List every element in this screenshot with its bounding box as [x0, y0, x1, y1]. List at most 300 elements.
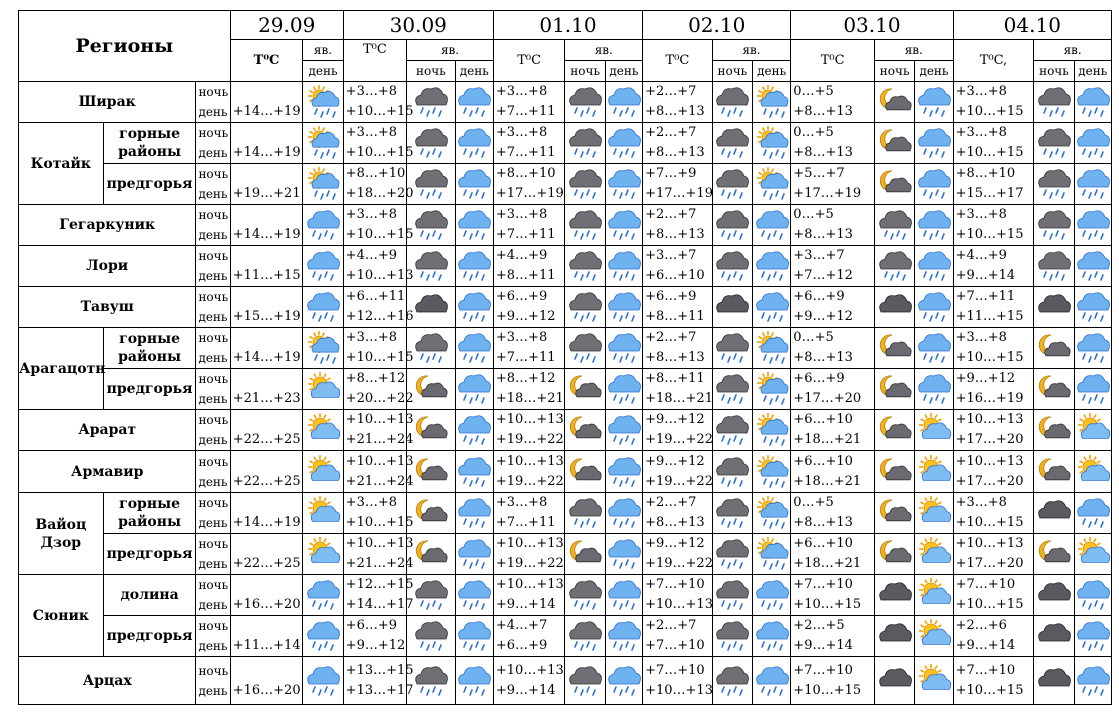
- table-row: [19, 328, 1112, 369]
- sun-rain-icon: [753, 331, 790, 365]
- moon-cloud-icon: [875, 537, 914, 571]
- night-temp: +10…+13: [345, 412, 414, 427]
- cloud-rain-icon: [407, 208, 454, 242]
- dark-cloud-icon: [1034, 496, 1073, 530]
- weather-icon-cell: [915, 246, 953, 287]
- day-temp: +22…+25: [232, 556, 301, 571]
- sun-rain-icon: [753, 167, 790, 201]
- dark-cloud-icon: [407, 290, 454, 324]
- weather-icon-cell: [605, 328, 642, 369]
- night-label: ночь: [198, 454, 229, 469]
- day-temp: +21…+23: [232, 391, 301, 406]
- night-temp: [233, 164, 303, 184]
- table-row: [19, 451, 1112, 493]
- night-temp: +3…+8: [955, 84, 1007, 99]
- day-temp: +9…+14: [495, 597, 556, 612]
- night-temp: +3…+8: [345, 125, 397, 140]
- day-temp: +7…+11: [495, 515, 556, 530]
- cloud-rain-icon: [565, 249, 604, 283]
- day-label: день: [198, 557, 228, 571]
- temp-cell: [643, 82, 713, 123]
- weather-icon-cell: [455, 205, 493, 246]
- night-temp: +7…+10: [645, 662, 705, 678]
- weather-icon-cell: [303, 205, 343, 246]
- day-temp: +9…+12: [345, 638, 406, 653]
- weather-icon-cell: [915, 164, 953, 205]
- day-temp: +19…+22: [645, 556, 713, 571]
- weather-icon-cell: [605, 82, 642, 123]
- day-temp: +22…+25: [232, 473, 301, 489]
- weather-icon-cell: [605, 657, 642, 705]
- weather-icon-cell: [407, 164, 455, 205]
- weather-icon-cell: [407, 205, 455, 246]
- temp-cell: [493, 287, 565, 328]
- day-temp: +17…+20: [955, 473, 1024, 489]
- rain-icon: [456, 331, 493, 365]
- weather-icon-cell: [1034, 328, 1074, 369]
- night-temp: +3…+8: [955, 330, 1007, 345]
- yav-header: яв.: [565, 40, 643, 61]
- rain-icon: [606, 496, 642, 530]
- yav-header: яв.: [303, 40, 343, 61]
- dark-cloud-icon: [875, 578, 914, 612]
- cloud-rain-icon: [713, 85, 752, 119]
- cloud-rain-icon: [407, 85, 454, 119]
- weather-icon-cell: [303, 534, 343, 575]
- temp-cell: [230, 534, 303, 575]
- weather-icon-cell: [407, 657, 455, 705]
- weather-icon-cell: [712, 451, 752, 493]
- sun-cloud-icon: [303, 372, 342, 406]
- weather-icon-cell: [407, 328, 455, 369]
- temp-cell: [230, 657, 303, 705]
- night-temp: +6…+9: [345, 618, 397, 633]
- night-temp: +6…+10: [793, 536, 853, 551]
- night-temp: [233, 123, 303, 143]
- temp-cell: [953, 575, 1034, 616]
- weather-icon-cell: [407, 410, 455, 451]
- night-label: ночь: [198, 85, 229, 99]
- weather-icon-cell: [455, 369, 493, 410]
- yav-header: яв.: [1034, 40, 1112, 61]
- day-temp: +10…+15: [345, 104, 414, 119]
- night-temp: +2…+7: [645, 330, 697, 345]
- weather-icon-cell: [1034, 616, 1074, 657]
- night-temp: [233, 287, 303, 307]
- cloud-rain-icon: [1034, 85, 1073, 119]
- weather-icon-cell: [407, 287, 455, 328]
- temp-cell: [643, 410, 713, 451]
- moon-cloud-icon: [1034, 413, 1073, 447]
- night-day-label: [196, 657, 230, 705]
- table-row: [19, 410, 1112, 451]
- night-temp: 0…+5: [793, 330, 834, 345]
- night-label: ночь: [198, 372, 229, 386]
- day-temp: +21…+24: [345, 556, 414, 571]
- temp-header: T⁰C: [493, 40, 565, 82]
- cloud-rain-icon: [565, 85, 604, 119]
- temp-cell: [791, 205, 875, 246]
- night-temp: +6…+9: [645, 289, 697, 304]
- weather-icon-cell: [712, 123, 752, 164]
- temp-cell: [643, 164, 713, 205]
- rain-icon: [456, 664, 493, 698]
- day-label: день: [198, 310, 228, 324]
- night-day-label: [196, 410, 230, 451]
- weather-icon-cell: [712, 657, 752, 705]
- night-temp: +2…+7: [645, 495, 697, 510]
- weather-icon-cell: [874, 451, 914, 493]
- day-temp: +9…+14: [793, 638, 853, 653]
- night-temp: [233, 452, 303, 472]
- day-temp: +19…+22: [495, 473, 564, 489]
- rain-icon: [303, 249, 342, 283]
- night-temp: +3…+7: [793, 248, 845, 263]
- cloud-rain-icon: [713, 664, 752, 698]
- moon-cloud-icon: [875, 496, 914, 530]
- weather-icon-cell: [455, 534, 493, 575]
- night-label: ночь: [198, 126, 229, 140]
- day-label: день: [198, 639, 228, 653]
- region-name: Гегаркуник: [19, 205, 196, 246]
- night-header: ночь: [407, 61, 455, 82]
- day-temp: +10…+15: [793, 597, 862, 612]
- night-day-label: [196, 451, 230, 493]
- rain-icon: [915, 331, 952, 365]
- weather-icon-cell: [915, 123, 953, 164]
- temp-cell: [953, 205, 1034, 246]
- sun-cloud-icon: [915, 496, 952, 530]
- sun-cloud-icon: [303, 537, 342, 571]
- weather-icon-cell: [874, 575, 914, 616]
- rain-icon: [606, 249, 642, 283]
- weather-icon-cell: [712, 246, 752, 287]
- day-header: день: [303, 61, 343, 82]
- weather-icon-cell: [752, 451, 790, 493]
- rain-icon: [606, 167, 642, 201]
- day-label: день: [198, 516, 228, 530]
- cloud-rain-icon: [1034, 167, 1073, 201]
- day-temp: +10…+15: [955, 104, 1024, 119]
- night-temp: 0…+5: [793, 84, 834, 99]
- temp-cell: [343, 575, 414, 616]
- day-temp: +8…+13: [645, 350, 705, 365]
- cloud-rain-icon: [565, 290, 604, 324]
- weather-icon-cell: [605, 410, 642, 451]
- rain-icon: [303, 619, 342, 653]
- moon-cloud-icon: [565, 537, 604, 571]
- rain-icon: [303, 208, 342, 242]
- night-temp: +10…+13: [495, 577, 564, 592]
- weather-icon-cell: [712, 328, 752, 369]
- day-temp: +8…+13: [793, 145, 853, 160]
- rain-icon: [915, 249, 952, 283]
- region-name: Армавир: [19, 451, 196, 493]
- day-temp: +10…+13: [645, 597, 713, 612]
- night-temp: +2…+5: [793, 618, 845, 633]
- temp-cell: [230, 616, 303, 657]
- rain-icon: [915, 167, 952, 201]
- weather-icon-cell: [874, 369, 914, 410]
- temp-header: T⁰C: [643, 40, 713, 82]
- rain-icon: [456, 413, 493, 447]
- day-temp: +11…+15: [232, 268, 301, 283]
- cloud-rain-icon: [407, 578, 454, 612]
- day-temp: +11…+14: [232, 638, 301, 653]
- cloud-rain-icon: [565, 578, 604, 612]
- temp-cell: [343, 246, 414, 287]
- night-temp: +5…+7: [793, 166, 845, 181]
- weather-icon-cell: [752, 246, 790, 287]
- day-temp: +9…+14: [955, 638, 1016, 653]
- night-day-label: [196, 82, 230, 123]
- weather-icon-cell: [874, 164, 914, 205]
- table-row: [19, 369, 1112, 410]
- day-temp: +18…+21: [793, 556, 862, 571]
- day-temp: +8…+13: [793, 104, 853, 119]
- cloud-rain-icon: [407, 619, 454, 653]
- night-temp: +10…+13: [495, 412, 564, 427]
- rain-icon: [606, 372, 642, 406]
- weather-icon-cell: [712, 164, 752, 205]
- night-day-label: [196, 534, 230, 575]
- night-day-label: [196, 616, 230, 657]
- weather-icon-cell: [565, 493, 605, 534]
- moon-cloud-icon: [407, 413, 454, 447]
- day-temp: +10…+15: [793, 682, 862, 698]
- weather-icon-cell: [407, 246, 455, 287]
- dark-cloud-icon: [1034, 578, 1073, 612]
- night-label: ночь: [198, 167, 229, 181]
- weather-icon-cell: [565, 328, 605, 369]
- subregion-name: горные районы: [103, 328, 196, 369]
- day-temp: +18…+20: [345, 186, 414, 201]
- night-temp: +10…+13: [495, 536, 564, 551]
- weather-icon-cell: [407, 123, 455, 164]
- yav-header: яв.: [407, 40, 494, 61]
- day-temp: +7…+11: [495, 227, 556, 242]
- day-temp: +10…+15: [345, 227, 414, 242]
- night-label: ночь: [198, 578, 229, 592]
- weather-icon-cell: [605, 451, 642, 493]
- rain-icon: [606, 578, 642, 612]
- weather-icon-cell: [915, 534, 953, 575]
- weather-icon-cell: [565, 164, 605, 205]
- moon-cloud-icon: [407, 455, 454, 489]
- temp-cell: [791, 451, 875, 493]
- temp-cell: [230, 205, 303, 246]
- weather-icon-cell: [915, 369, 953, 410]
- temp-cell: [230, 246, 303, 287]
- cloud-rain-icon: [713, 249, 752, 283]
- night-temp: +7…+10: [955, 577, 1016, 592]
- day-temp: +14…+19: [232, 350, 301, 365]
- temp-cell: [493, 451, 565, 493]
- day-header: день: [1074, 61, 1111, 82]
- day-temp: +8…+13: [793, 227, 853, 242]
- temp-cell: [643, 493, 713, 534]
- weather-icon-cell: [303, 451, 343, 493]
- day-temp: +17…+19: [645, 186, 713, 201]
- day-temp: +8…+13: [645, 227, 705, 242]
- temp-cell: [791, 287, 875, 328]
- temp-cell: [953, 287, 1034, 328]
- temp-cell: [343, 493, 414, 534]
- night-day-label: [196, 287, 230, 328]
- temp-cell: [230, 123, 303, 164]
- night-temp: +2…+7: [645, 618, 697, 633]
- night-temp: +7…+10: [793, 577, 853, 592]
- weather-icon-cell: [1034, 123, 1074, 164]
- weather-icon-cell: [752, 410, 790, 451]
- day-temp: +9…+14: [955, 268, 1016, 283]
- temp-cell: [643, 657, 713, 705]
- temp-cell: [791, 164, 875, 205]
- cloud-rain-icon: [713, 167, 752, 201]
- weather-icon-cell: [565, 369, 605, 410]
- weather-icon-cell: [1074, 82, 1111, 123]
- night-temp: +4…+9: [495, 248, 548, 263]
- temp-cell: [953, 246, 1034, 287]
- weather-icon-cell: [915, 451, 953, 493]
- moon-cloud-icon: [565, 372, 604, 406]
- table-row: [19, 205, 1112, 246]
- weather-icon-cell: [605, 534, 642, 575]
- weather-icon-cell: [407, 616, 455, 657]
- temp-cell: [791, 534, 875, 575]
- dark-cloud-icon: [875, 664, 914, 698]
- day-temp: +10…+15: [345, 145, 414, 160]
- temp-cell: [343, 123, 414, 164]
- day-temp: +14…+19: [232, 145, 301, 160]
- table-row: [19, 616, 1112, 657]
- weather-icon-cell: [605, 164, 642, 205]
- day-temp: +14…+19: [232, 227, 301, 242]
- day-temp: +14…+19: [232, 515, 301, 530]
- night-temp: +12…+15: [345, 577, 414, 592]
- temp-cell: [791, 575, 875, 616]
- sun-cloud-icon: [915, 664, 952, 698]
- cloud-rain-icon: [565, 664, 604, 698]
- subregion-name: долина: [103, 575, 196, 616]
- rain-icon: [1075, 578, 1111, 612]
- day-temp: +19…+22: [495, 432, 564, 447]
- dark-cloud-icon: [875, 290, 914, 324]
- subregion-name: горные районы: [103, 493, 196, 534]
- cloud-rain-icon: [565, 496, 604, 530]
- day-temp: +7…+12: [793, 268, 853, 283]
- rain-icon: [606, 85, 642, 119]
- night-temp: +7…+10: [645, 577, 705, 592]
- night-temp: +3…+8: [495, 495, 548, 510]
- weather-icon-cell: [565, 534, 605, 575]
- temp-cell: [230, 493, 303, 534]
- weather-icon-cell: [407, 575, 455, 616]
- night-label: ночь: [198, 496, 229, 510]
- weather-icon-cell: [752, 164, 790, 205]
- weather-icon-cell: [605, 575, 642, 616]
- rain-icon: [456, 249, 493, 283]
- day-temp: +8…+13: [793, 350, 853, 365]
- weather-icon-cell: [605, 493, 642, 534]
- rain-icon: [1075, 208, 1111, 242]
- weather-icon-cell: [455, 246, 493, 287]
- night-temp: [233, 328, 303, 348]
- night-temp: +7…+10: [955, 662, 1016, 678]
- weather-icon-cell: [752, 82, 790, 123]
- night-temp: +3…+8: [495, 84, 548, 99]
- night-temp: +8…+11: [645, 371, 705, 386]
- day-label: день: [198, 474, 228, 489]
- night-temp: +3…+8: [345, 495, 397, 510]
- sun-cloud-icon: [303, 413, 342, 447]
- temp-cell: [791, 328, 875, 369]
- sun-cloud-icon: [915, 537, 952, 571]
- weather-icon-cell: [565, 616, 605, 657]
- day-temp: +7…+11: [495, 145, 556, 160]
- cloud-rain-icon: [1034, 126, 1073, 160]
- regions-header: Регионы: [19, 11, 231, 82]
- sun-cloud-icon: [1075, 537, 1111, 571]
- day-temp: +8…+11: [495, 268, 556, 283]
- night-temp: +2…+7: [645, 84, 697, 99]
- sun-cloud-icon: [1075, 455, 1111, 489]
- moon-cloud-icon: [1034, 331, 1073, 365]
- rain-icon: [606, 290, 642, 324]
- day-temp: +10…+15: [345, 515, 414, 530]
- moon-cloud-icon: [875, 331, 914, 365]
- sun-cloud-icon: [915, 578, 952, 612]
- night-header: ночь: [1034, 61, 1074, 82]
- weather-icon-cell: [874, 123, 914, 164]
- night-temp: +8…+10: [955, 166, 1016, 181]
- night-temp: [233, 534, 303, 554]
- temp-cell: [953, 493, 1034, 534]
- night-temp: +10…+13: [345, 453, 414, 469]
- night-temp: +3…+8: [955, 207, 1007, 222]
- temp-cell: [343, 205, 414, 246]
- moon-cloud-icon: [875, 85, 914, 119]
- weather-icon-cell: [455, 493, 493, 534]
- day-temp: +8…+13: [645, 515, 705, 530]
- rain-icon: [1075, 167, 1111, 201]
- night-temp: [233, 575, 303, 595]
- rain-icon: [456, 208, 493, 242]
- dark-cloud-icon: [875, 619, 914, 653]
- night-temp: +8…+10: [345, 166, 406, 181]
- rain-icon: [303, 290, 342, 324]
- moon-cloud-icon: [565, 455, 604, 489]
- day-temp: +15…+17: [955, 186, 1024, 201]
- sun-cloud-icon: [915, 619, 952, 653]
- rain-icon: [1075, 85, 1111, 119]
- weather-icon-cell: [1074, 328, 1111, 369]
- night-temp: +10…+13: [955, 453, 1024, 469]
- day-header: день: [915, 61, 953, 82]
- weather-icon-cell: [1074, 123, 1111, 164]
- night-temp: +6…+11: [345, 289, 406, 304]
- weather-icon-cell: [1074, 534, 1111, 575]
- rain-icon: [1075, 619, 1111, 653]
- weather-icon-cell: [1074, 164, 1111, 205]
- rain-icon: [456, 455, 493, 489]
- rain-icon: [456, 372, 493, 406]
- weather-icon-cell: [915, 205, 953, 246]
- weather-icon-cell: [455, 575, 493, 616]
- night-label: ночь: [198, 249, 229, 263]
- day-temp: +14…+19: [232, 104, 301, 119]
- rain-icon: [606, 413, 642, 447]
